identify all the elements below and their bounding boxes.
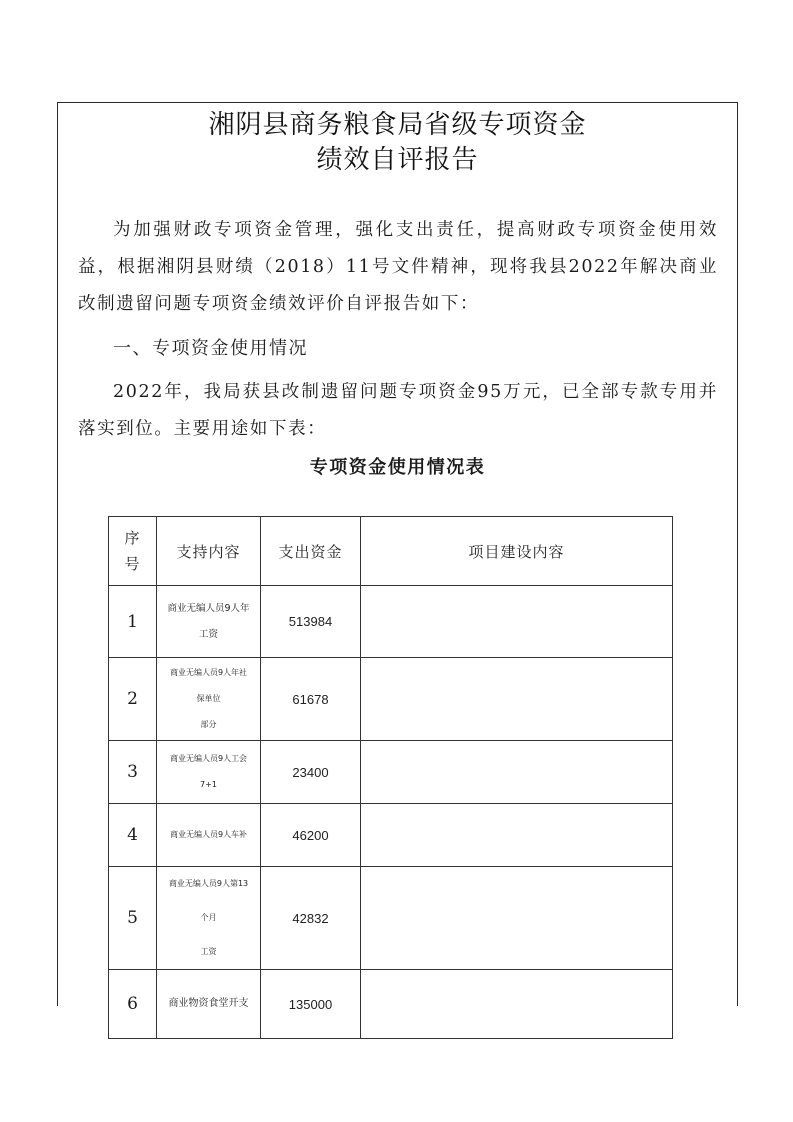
header-content: 支持内容 <box>157 517 261 586</box>
row-content-line2: 工资 <box>198 628 218 640</box>
table-header-row <box>109 517 673 586</box>
row-content <box>157 658 261 741</box>
section1-heading: 一、专项资金使用情况 <box>113 338 308 359</box>
row-amount: 42832 <box>261 867 361 970</box>
row-content-line1: 商业无编人员9人年 <box>167 602 250 614</box>
header-seq-char2: 号 <box>124 555 141 573</box>
header-project: 项目建设内容 <box>361 517 673 586</box>
row-content <box>157 741 261 804</box>
row-content <box>157 867 261 970</box>
row-content-line1: 商业无编人员9人工会7+1 <box>169 754 248 789</box>
row-content <box>157 970 261 1039</box>
row-project <box>361 658 673 741</box>
row-content-line1: 商业无编人员9人车补 <box>169 830 248 839</box>
fund-usage-table <box>108 516 673 1039</box>
row-project <box>361 804 673 867</box>
row-content <box>157 586 261 658</box>
table-row <box>109 586 673 658</box>
row-seq: 6 <box>109 970 157 1039</box>
row-amount: 61678 <box>261 658 361 741</box>
table-title: 专项资金使用情况表 <box>309 457 486 478</box>
row-content <box>157 804 261 867</box>
table-row <box>109 970 673 1039</box>
row-seq: 1 <box>109 586 157 658</box>
row-project <box>361 970 673 1039</box>
intro-paragraph: 为加强财政专项资金管理，强化支出责任，提高财政专项资金使用效益，根据湘阴县财绩（2018）11号文件精神，现将我县2022年解决商业改制遗留问题专项资金绩效评价自评报告如下： <box>78 220 718 314</box>
row-content-line1: 商业物资食堂开支 <box>168 998 249 1009</box>
row-content-line1: 商业无编人员9人年社保单位 <box>169 668 248 703</box>
row-seq: 2 <box>109 658 157 741</box>
row-amount: 135000 <box>261 970 361 1039</box>
row-project <box>361 741 673 804</box>
table-row <box>109 741 673 804</box>
row-seq: 3 <box>109 741 157 804</box>
table-row <box>109 867 673 970</box>
section1-body: 2022年，我局获县改制遗留问题专项资金95万元，已全部专款专用并落实到位。主要用途如下表： <box>78 382 718 439</box>
row-amount: 513984 <box>261 586 361 658</box>
header-amount: 支出资金 <box>261 517 361 586</box>
row-amount: 46200 <box>261 804 361 867</box>
header-seq-char1: 序 <box>124 529 141 547</box>
row-project <box>361 586 673 658</box>
table-row <box>109 804 673 867</box>
report-title-line2: 绩效自评报告 <box>316 145 479 175</box>
header-seq <box>109 517 157 586</box>
row-amount: 23400 <box>261 741 361 804</box>
row-seq: 5 <box>109 867 157 970</box>
row-content-line2: 工资 <box>200 947 217 956</box>
row-seq: 4 <box>109 804 157 867</box>
row-content-line2: 部分 <box>200 720 217 729</box>
row-project <box>361 867 673 970</box>
table-row <box>109 658 673 741</box>
row-content-line1: 商业无编人员9人第13个月 <box>168 879 249 922</box>
report-title-line1: 湘阴县商务粮食局省级专项资金 <box>208 110 587 140</box>
